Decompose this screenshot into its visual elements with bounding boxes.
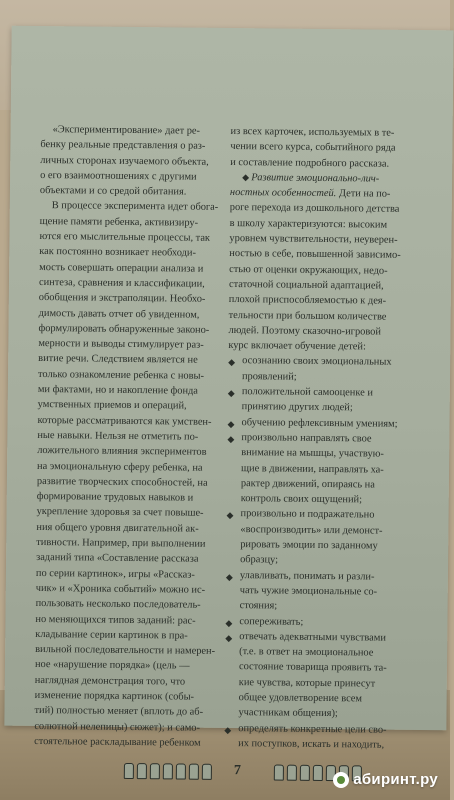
section-header: ◆ Развитие эмоционально-лич- [242,172,380,185]
text-line: Дети на по- [338,188,391,200]
list-item [226,506,423,569]
text-line: щие в движении, направлять ха- [240,462,384,476]
text-line: (т.е. в ответ на эмоциональное [239,646,374,659]
diamond-bullet-icon: ◆ [224,724,232,735]
text-line: контроль своих ощущений; [240,493,363,506]
text-line: витие речи. Следствием является не [38,353,198,367]
text-line: проявлений; [241,370,297,383]
text-line: участникам общения); [238,707,338,720]
list-item [226,568,422,616]
text-line: изменение порядка картинок (собы- [34,689,195,703]
text-line: ются его мыслительные процессы, так [39,231,211,244]
left-column [34,122,219,751]
text-line: пользовать несколько последователь- [35,598,201,611]
text-line: объектами и со средой обитания. [39,185,187,198]
text-line: димость давать отчет об увиденном, [38,307,200,321]
list-item [224,629,421,723]
text-line: но меняющихся типов заданий: рас- [35,613,196,627]
pencil-decoration-left [124,763,212,780]
text-line: солютной нелепицы) сюжет); и само- [34,720,201,734]
text-line: тельности при большом количестве [228,309,387,323]
text-line: улавливать, понимать и разли- [239,569,375,583]
text-line: статочной социальной адаптацией, [228,278,384,292]
text-line: из всех карточек, используемых в те- [230,126,395,139]
text-line: заданий типа «Составление рассказа [36,552,199,566]
text-line: в школу характеризуются: высоким [229,217,388,231]
text-line: обучению рефлексивным умениям; [241,416,398,430]
text-line: вильной последовательности и намерен- [35,644,216,657]
diamond-bullet-icon: ◆ [225,617,233,628]
text-line: ния общего уровня двигательной ак- [36,521,199,535]
labirint-logo-icon [333,772,349,788]
text-line: сопереживать; [239,615,304,628]
text-line: образцу; [240,554,279,566]
text-line: ные навыки. Нельзя не отметить по- [37,429,199,443]
text-line: произвольно и подражательно [240,508,375,521]
text-line: наглядная демонстрация того, что [34,674,186,688]
text-line: только ознакомление ребенка с новы- [37,368,205,382]
diamond-bullet-icon: ◆ [225,571,233,582]
list-item [227,430,424,509]
text-line: чении всего курса, событийного ряда [230,141,396,155]
text-line: плохой приспособляемостью к дея- [228,294,387,307]
text-line: мерности и выводы стимулирует раз- [38,338,204,351]
diamond-bullet-icon: ◆ [227,418,235,429]
text-line: положительной самооценке и [241,386,374,399]
text-line: тивности. Например, при выполнении [36,537,206,550]
text-line: тий) полностью меняет (вплоть до аб- [34,705,204,719]
text-line: уровнем чувствительности, неуверен- [229,233,398,246]
text-line: которые рассматриваются как умствен- [37,414,212,428]
text-line: их поступков, искать и находить, [238,737,385,751]
text-line: людей. Поэтому сказочно-игровой [228,324,382,338]
text-line: состояние товарища проявить та- [238,661,387,675]
text-line: отвечать адекватными чувствами [239,630,387,644]
diamond-bullet-icon: ◆ [227,388,235,399]
diamond-bullet-icon: ◆ [227,433,235,444]
watermark [333,771,438,788]
text-line: чать чужие эмоциональные со- [239,585,378,598]
text-line: на эмоциональную сферу ребенка, на [37,460,203,474]
text-line: рактер движений, опираясь на [240,477,375,491]
text-line: курс включает обучение детей: [228,340,366,353]
bullet-list [224,353,424,753]
text-line: рировать эмоции по заданному [240,539,378,552]
section-title-cont: ностных особенностей. [229,187,337,200]
text-line: стоятельное раскладывание ребенком [34,735,201,749]
text-line: принятию других людей; [241,401,353,414]
text-line: ложительного влияния экспериментов [37,445,207,459]
text-line: ное «нарушение порядка» (цель — [34,659,190,672]
text-line: определять конкретные цели сво- [238,722,387,736]
text-line: формулировать обнаруженные законо- [38,322,210,336]
text-line: щение памяти ребенка, активизиру- [39,215,199,229]
page-number: 7 [233,763,241,779]
text-line: чик» и «Хроника событий» можно ис- [35,582,206,596]
text-line: кие чувства, которые принесут [238,676,376,690]
diamond-bullet-icon: ◆ [228,357,236,368]
text-line: кладывание серии картинок в пра- [35,628,188,642]
book-page [4,26,453,779]
text-line: умственных приемов и операций, [37,399,187,412]
diamond-bullet-icon: ◆ [226,510,234,521]
list-item [224,721,420,754]
list-item [228,353,424,386]
text-line: «воспроизводить» или демонст- [240,523,383,537]
watermark-text: абиринт.ру [353,771,438,788]
text-line: ностью в себе, повышенной зависимо- [229,248,401,262]
text-line: как постоянно возникает необходи- [39,246,196,260]
diamond-bullet-icon: ◆ [225,632,233,643]
text-line: стью от оценки окружающих, недо- [229,263,388,277]
text-line: мость совершать операции анализа и [39,261,204,275]
text-line: личных сторонах изучаемого объекта, [40,154,209,168]
text-line: синтеза, сравнения и классификации, [38,276,205,290]
text-line: произвольно направлять свое [241,432,372,445]
text-line: общее удовлетворение всем [238,692,363,705]
list-item [228,384,424,417]
right-column [224,124,427,753]
text-line: стояния; [239,600,278,612]
text-line: и составление подробного рассказа. [230,156,390,170]
section-title: Развитие эмоционально-лич- [251,172,380,185]
text-line: В процессе эксперимента идет обога- [51,200,219,214]
text-line: бенку реальные представления о раз- [40,139,206,153]
text-line: обобщения и экстраполяции. Необхо- [38,292,206,306]
right-intro [230,124,426,172]
text-line: по серии картинок», игры «Рассказ- [35,567,195,581]
text-line: укрепление здоровья за счет повыше- [36,506,204,520]
text-line: развитие творческих способностей, на [36,475,208,489]
text-line: формирование трудовых навыков и [36,491,194,504]
text-line: осознанию своих эмоциональных [242,355,392,369]
text-line: ми фактами, но и накопление фонда [37,384,198,397]
text-line: «Экспериментирование» дает ре- [52,124,201,137]
text-line: внимание на мышцы, участвую- [241,447,384,460]
section-body [228,185,426,355]
text-line: роге перехода из дошкольного детства [229,202,400,216]
text-line: о его взаимоотношениях с другими [40,169,197,183]
